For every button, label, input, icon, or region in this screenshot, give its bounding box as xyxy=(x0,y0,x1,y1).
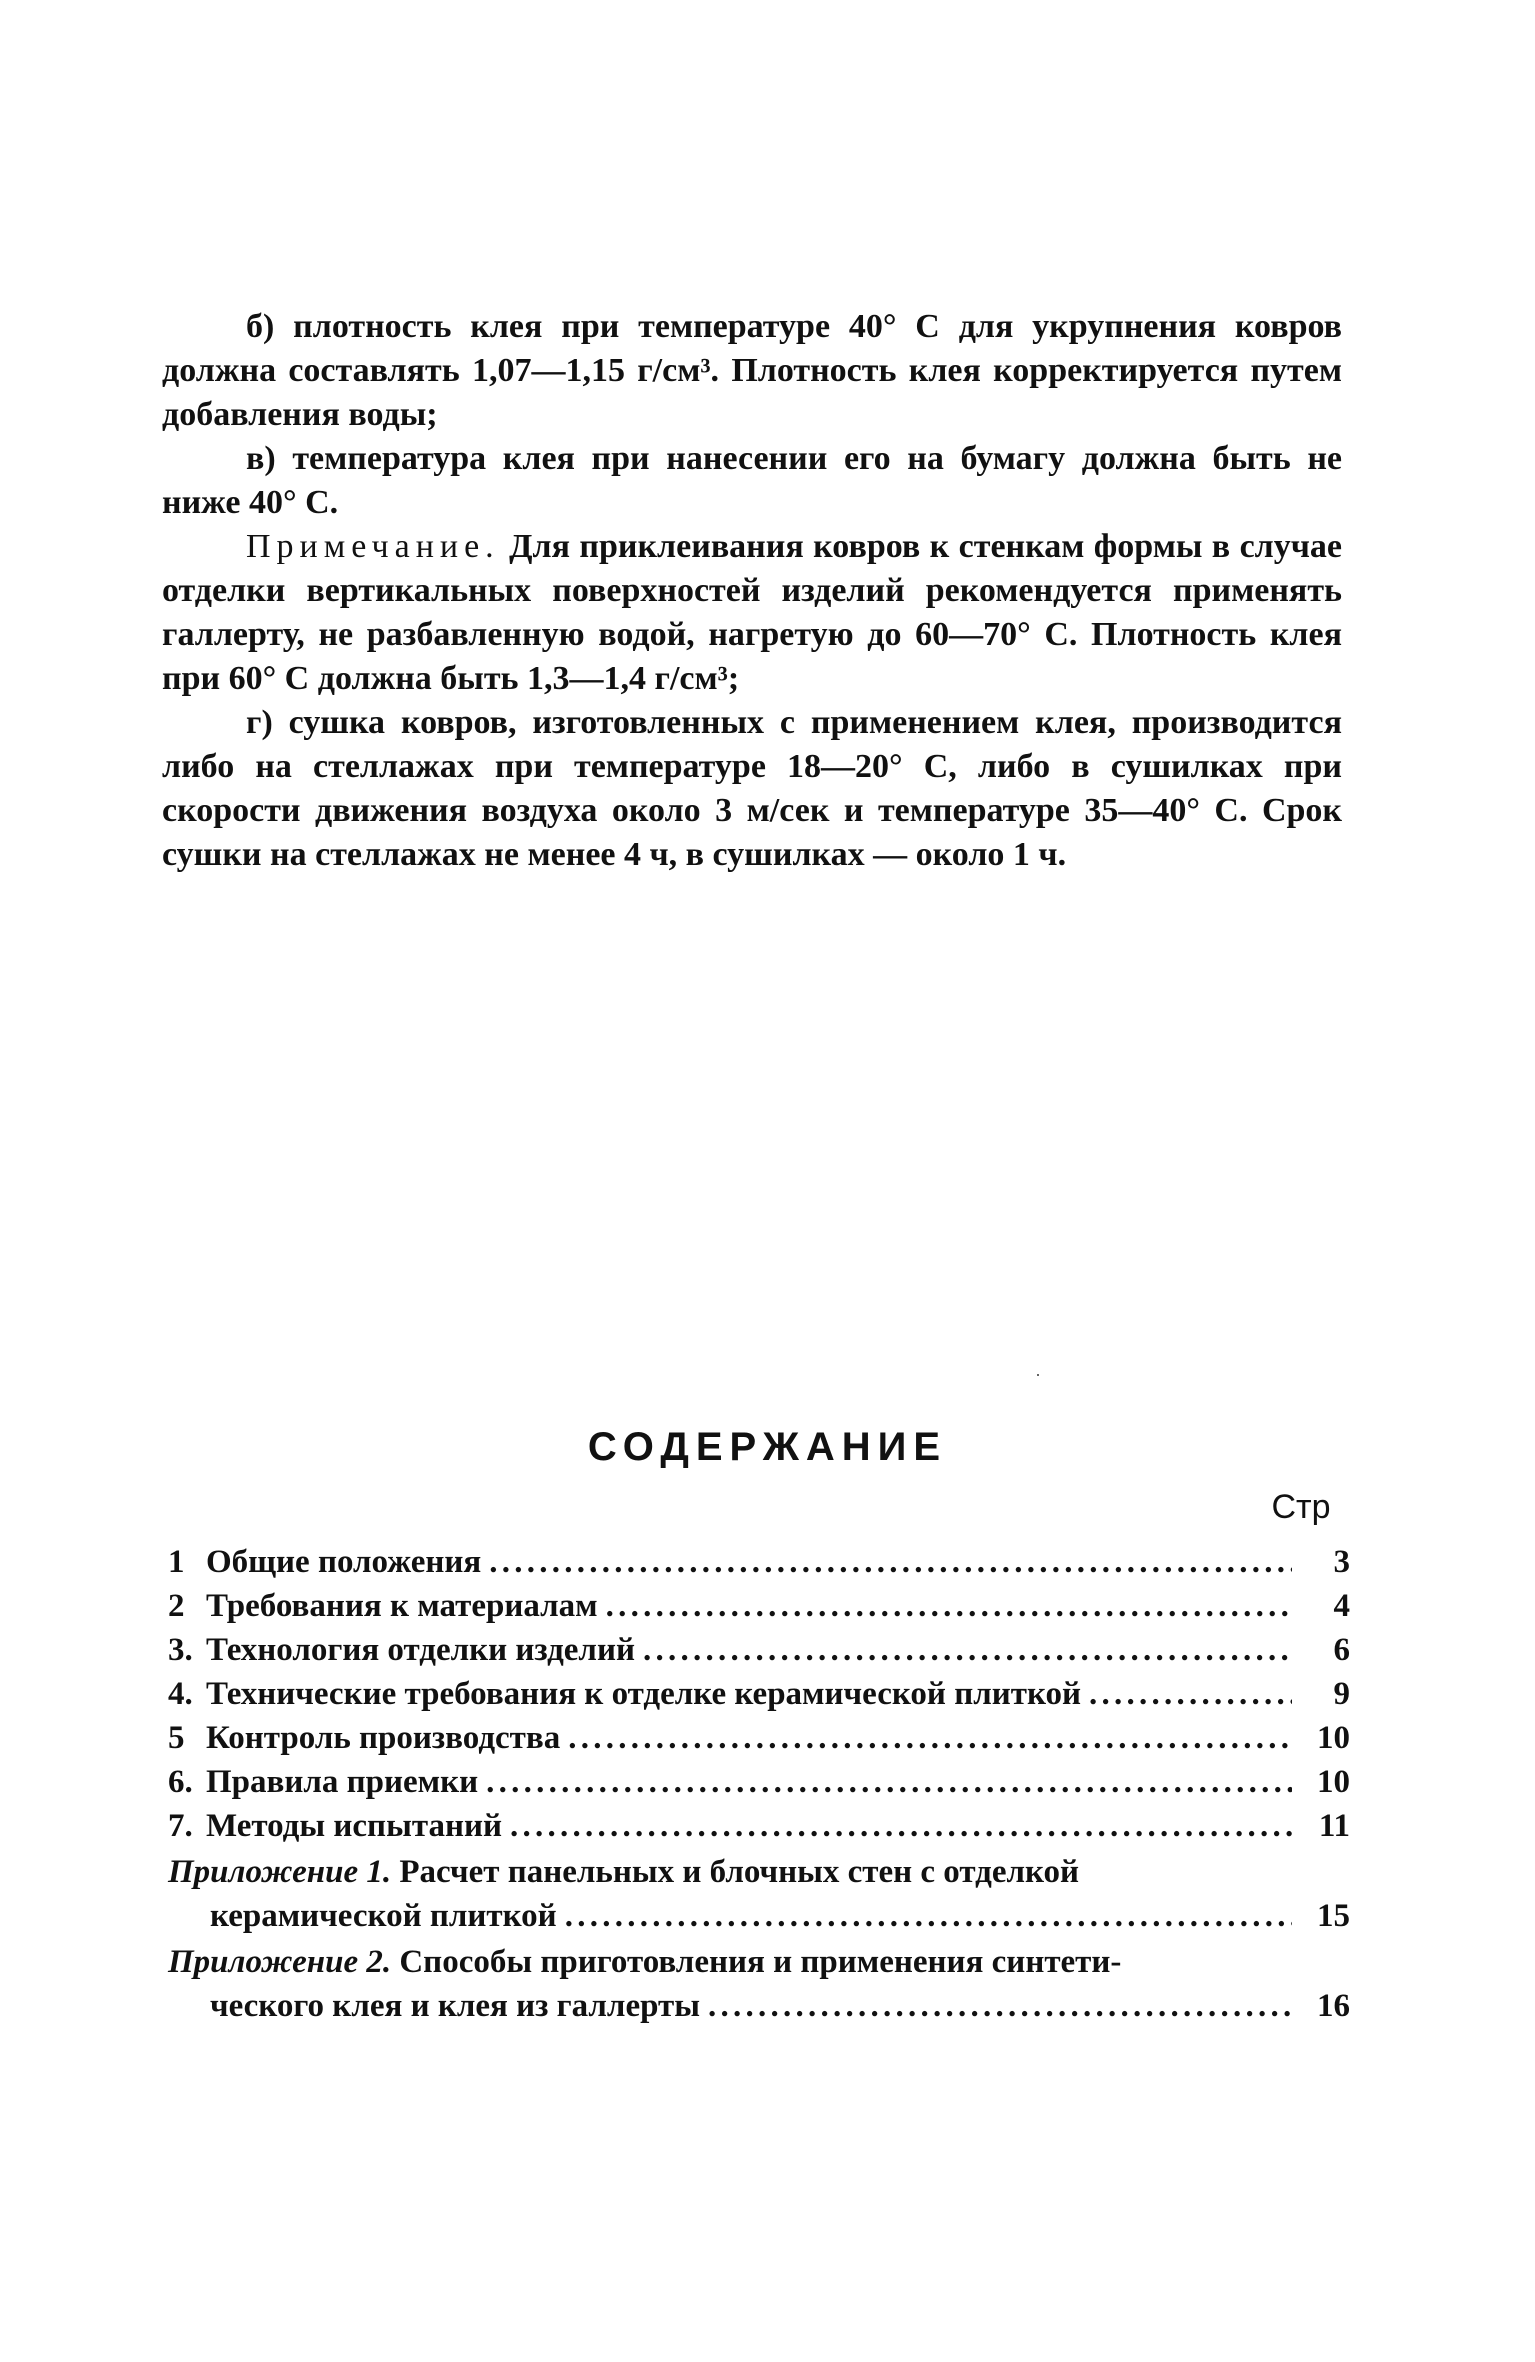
toc-appendix-title-line2: ческого клея и клея из галлерты xyxy=(210,1988,700,2024)
toc-appendix-line xyxy=(168,1850,1350,1894)
toc-leader-dots xyxy=(568,1716,1292,1760)
toc-appendix-continuation xyxy=(168,1894,1350,1938)
table-of-contents xyxy=(168,1540,1350,2028)
toc-entry-page: 10 xyxy=(1317,1764,1350,1800)
toc-entry[interactable] xyxy=(168,1672,1350,1716)
toc-leader-dots xyxy=(1089,1672,1292,1716)
toc-appendix-entry[interactable] xyxy=(168,1940,1350,2028)
toc-entry-title: Технические требования к отделке керамической плиткой xyxy=(206,1676,1082,1712)
toc-appendix-title-line2: керамической плиткой xyxy=(210,1898,557,1934)
toc-entry-number: 7. xyxy=(168,1808,193,1844)
toc-appendix-entry[interactable] xyxy=(168,1850,1350,1938)
toc-leader-dots xyxy=(510,1804,1292,1848)
toc-entry-page: 15 xyxy=(1317,1898,1350,1934)
toc-appendix-continuation xyxy=(168,1984,1350,2028)
toc-entry[interactable] xyxy=(168,1540,1350,1584)
toc-entry[interactable] xyxy=(168,1628,1350,1672)
scan-speck xyxy=(1037,1374,1039,1376)
toc-leader-dots xyxy=(486,1760,1292,1804)
toc-entry[interactable] xyxy=(168,1804,1350,1848)
toc-appendix-line xyxy=(168,1940,1350,1984)
toc-entry-page: 10 xyxy=(1317,1720,1350,1756)
toc-leader-dots xyxy=(606,1584,1292,1628)
toc-entry-page: 9 xyxy=(1333,1676,1350,1712)
note-label: Примечание. xyxy=(246,528,500,565)
toc-appendix-title-line1: Способы приготовления и применения синтети- xyxy=(399,1944,1122,1980)
toc-leader-dots xyxy=(643,1628,1292,1672)
toc-entry-number: 5 xyxy=(168,1720,185,1756)
toc-entry-number: 3. xyxy=(168,1632,193,1668)
paragraph-g: г) сушка ковров, изготовленных с применением клея, производится либо на стеллажах при температуре 18—20° С, либо в сушилках при скорости движения воздуха около 3 м/сек и температуре 35—40° С. Срок сушки на стеллажах не менее 4 ч, в сушилках — около 1 ч. xyxy=(162,704,1342,873)
toc-entry-title: Технология отделки изделий xyxy=(206,1632,635,1668)
toc-entry-page: 11 xyxy=(1318,1808,1350,1844)
toc-entry-page: 3 xyxy=(1333,1544,1350,1580)
note-text: Для приклеивания ковров к стенкам формы в случае отделки вертикальных поверхностей изделий рекомендуется применять галлерту, не разбавленную водой, нагретую до 60—70° С. Плотность клея при 60° С должна быть 1,3—1,4 г/см³; xyxy=(162,528,1343,697)
paragraph-b: б) плотность клея при температуре 40° С для укрупнения ковров должна составлять 1,07—1,15 г/см³. Плотность клея корректируется путем добавления воды; xyxy=(162,308,1342,433)
toc-entry-number: 4. xyxy=(168,1676,193,1712)
toc-entry-title: Правила приемки xyxy=(206,1764,479,1800)
toc-leader-dots xyxy=(708,1984,1292,2028)
toc-entry-number: 1 xyxy=(168,1544,185,1580)
toc-leader-dots xyxy=(565,1894,1292,1938)
toc-entry[interactable] xyxy=(168,1584,1350,1628)
toc-entry-number: 6. xyxy=(168,1764,193,1800)
toc-entry-page: 16 xyxy=(1317,1988,1350,2024)
paragraph-v: в) температура клея при нанесении его на бумагу должна быть не ниже 40° С. xyxy=(162,440,1342,521)
toc-entry-number: 2 xyxy=(168,1588,185,1624)
toc-appendix-label: Приложение 1. xyxy=(168,1854,392,1890)
toc-entry[interactable] xyxy=(168,1716,1350,1760)
toc-appendix-title-line1: Расчет панельных и блочных стен с отделкой xyxy=(399,1854,1080,1890)
toc-entry[interactable] xyxy=(168,1760,1350,1804)
toc-entry-page: 4 xyxy=(1333,1588,1350,1624)
toc-entry-title: Контроль производства xyxy=(206,1720,561,1756)
toc-page-column-header: Стр xyxy=(1271,1488,1331,1526)
toc-entry-title: Методы испытаний xyxy=(206,1808,502,1844)
body-text xyxy=(162,305,1342,877)
toc-entry-page: 6 xyxy=(1333,1632,1350,1668)
toc-title: СОДЕРЖАНИЕ xyxy=(587,1425,948,1469)
toc-entry-title: Общие положения xyxy=(206,1544,482,1580)
toc-entry-title: Требования к материалам xyxy=(206,1588,598,1624)
toc-leader-dots xyxy=(489,1540,1292,1584)
toc-appendix-label: Приложение 2. xyxy=(168,1944,392,1980)
note-paragraph xyxy=(162,525,1342,701)
